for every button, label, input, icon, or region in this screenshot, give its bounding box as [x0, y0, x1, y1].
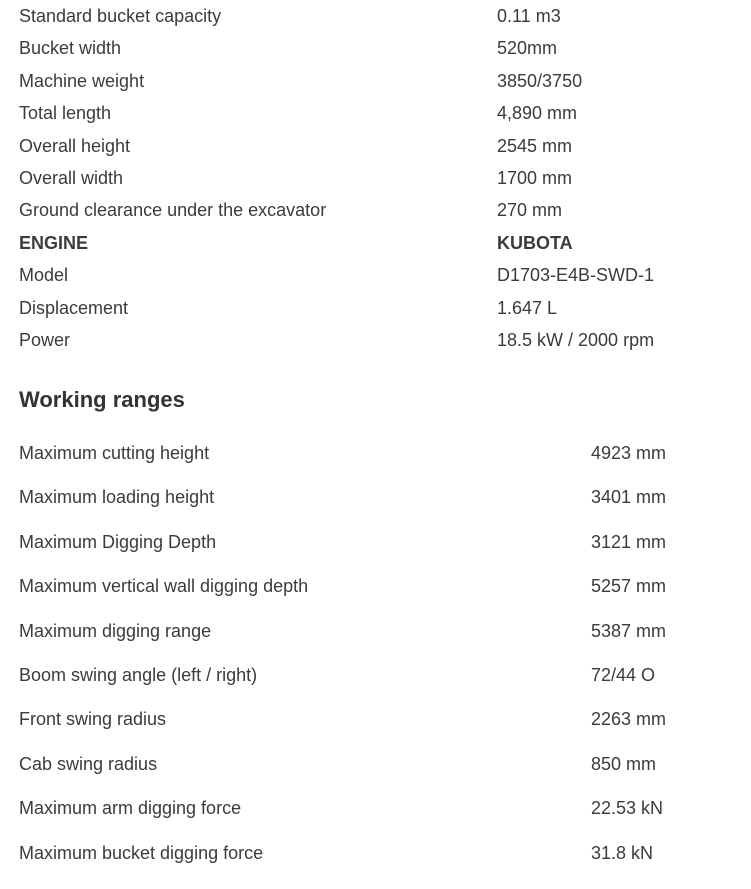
- spec-row: [19, 130, 739, 162]
- engine-header-row: [19, 227, 739, 259]
- spec-row: [19, 292, 739, 324]
- spec-row: [19, 97, 739, 129]
- range-row: [19, 742, 739, 786]
- spec-value: 1700 mm: [497, 167, 573, 188]
- spec-row: [19, 65, 739, 97]
- spec-value: 520mm: [497, 38, 558, 59]
- range-row: [19, 520, 739, 564]
- spec-value: 270 mm: [497, 200, 563, 221]
- spec-row: [19, 194, 739, 226]
- spec-label: Overall width: [19, 167, 124, 188]
- spec-label: Overall height: [19, 135, 131, 156]
- range-label: Maximum bucket digging force: [19, 842, 264, 863]
- range-value: 3121 mm: [591, 531, 667, 552]
- range-value: 3401 mm: [591, 487, 667, 508]
- range-label: Maximum vertical wall digging depth: [19, 576, 309, 597]
- spec-row: [19, 259, 739, 291]
- spec-label: Total length: [19, 103, 112, 124]
- spec-value: 2545 mm: [497, 135, 573, 156]
- spec-row: [19, 324, 739, 356]
- spec-table: [19, 0, 739, 356]
- range-row: [19, 609, 739, 653]
- range-label: Maximum Digging Depth: [19, 531, 217, 552]
- spec-value: 18.5 kW / 2000 rpm: [497, 329, 655, 350]
- range-row: [19, 697, 739, 741]
- range-value: 5387 mm: [591, 620, 667, 641]
- range-label: Maximum digging range: [19, 620, 212, 641]
- spec-value: D1703-E4B-SWD-1: [497, 265, 655, 286]
- range-row: [19, 831, 739, 875]
- spec-label: Ground clearance under the excavator: [19, 200, 327, 221]
- spec-row: [19, 32, 739, 64]
- spec-value: 4,890 mm: [497, 103, 578, 124]
- spec-label: Bucket width: [19, 38, 122, 59]
- spec-value: 3850/3750: [497, 70, 583, 91]
- working-ranges-heading: Working ranges: [19, 387, 185, 412]
- working-ranges-table: [19, 431, 739, 875]
- engine-brand: KUBOTA: [497, 232, 573, 253]
- spec-label: Model: [19, 265, 69, 286]
- range-value: 850 mm: [591, 753, 657, 774]
- range-label: Front swing radius: [19, 709, 167, 730]
- range-label: Cab swing radius: [19, 753, 158, 774]
- range-label: Maximum arm digging force: [19, 798, 242, 819]
- range-row: [19, 475, 739, 519]
- engine-heading: ENGINE: [19, 232, 89, 253]
- range-row: [19, 653, 739, 697]
- range-value: 31.8 kN: [591, 842, 654, 863]
- range-row: [19, 431, 739, 475]
- spec-label: Standard bucket capacity: [19, 6, 222, 26]
- spec-value: 0.11 m3: [497, 6, 561, 26]
- range-value: 2263 mm: [591, 709, 667, 730]
- spec-row: [19, 0, 739, 32]
- range-value: 5257 mm: [591, 576, 667, 597]
- spec-label: Power: [19, 329, 71, 350]
- range-value: 22.53 kN: [591, 798, 664, 819]
- range-label: Maximum loading height: [19, 487, 215, 508]
- spec-label: Displacement: [19, 297, 129, 318]
- spec-value: 1.647 L: [497, 297, 558, 318]
- range-row: [19, 564, 739, 608]
- range-value: 4923 mm: [591, 443, 667, 463]
- range-value: 72/44 O: [591, 664, 656, 685]
- range-label: Boom swing angle (left / right): [19, 664, 258, 685]
- range-label: Maximum cutting height: [19, 443, 210, 463]
- range-row: [19, 786, 739, 830]
- spec-label: Machine weight: [19, 70, 145, 91]
- spec-row: [19, 162, 739, 194]
